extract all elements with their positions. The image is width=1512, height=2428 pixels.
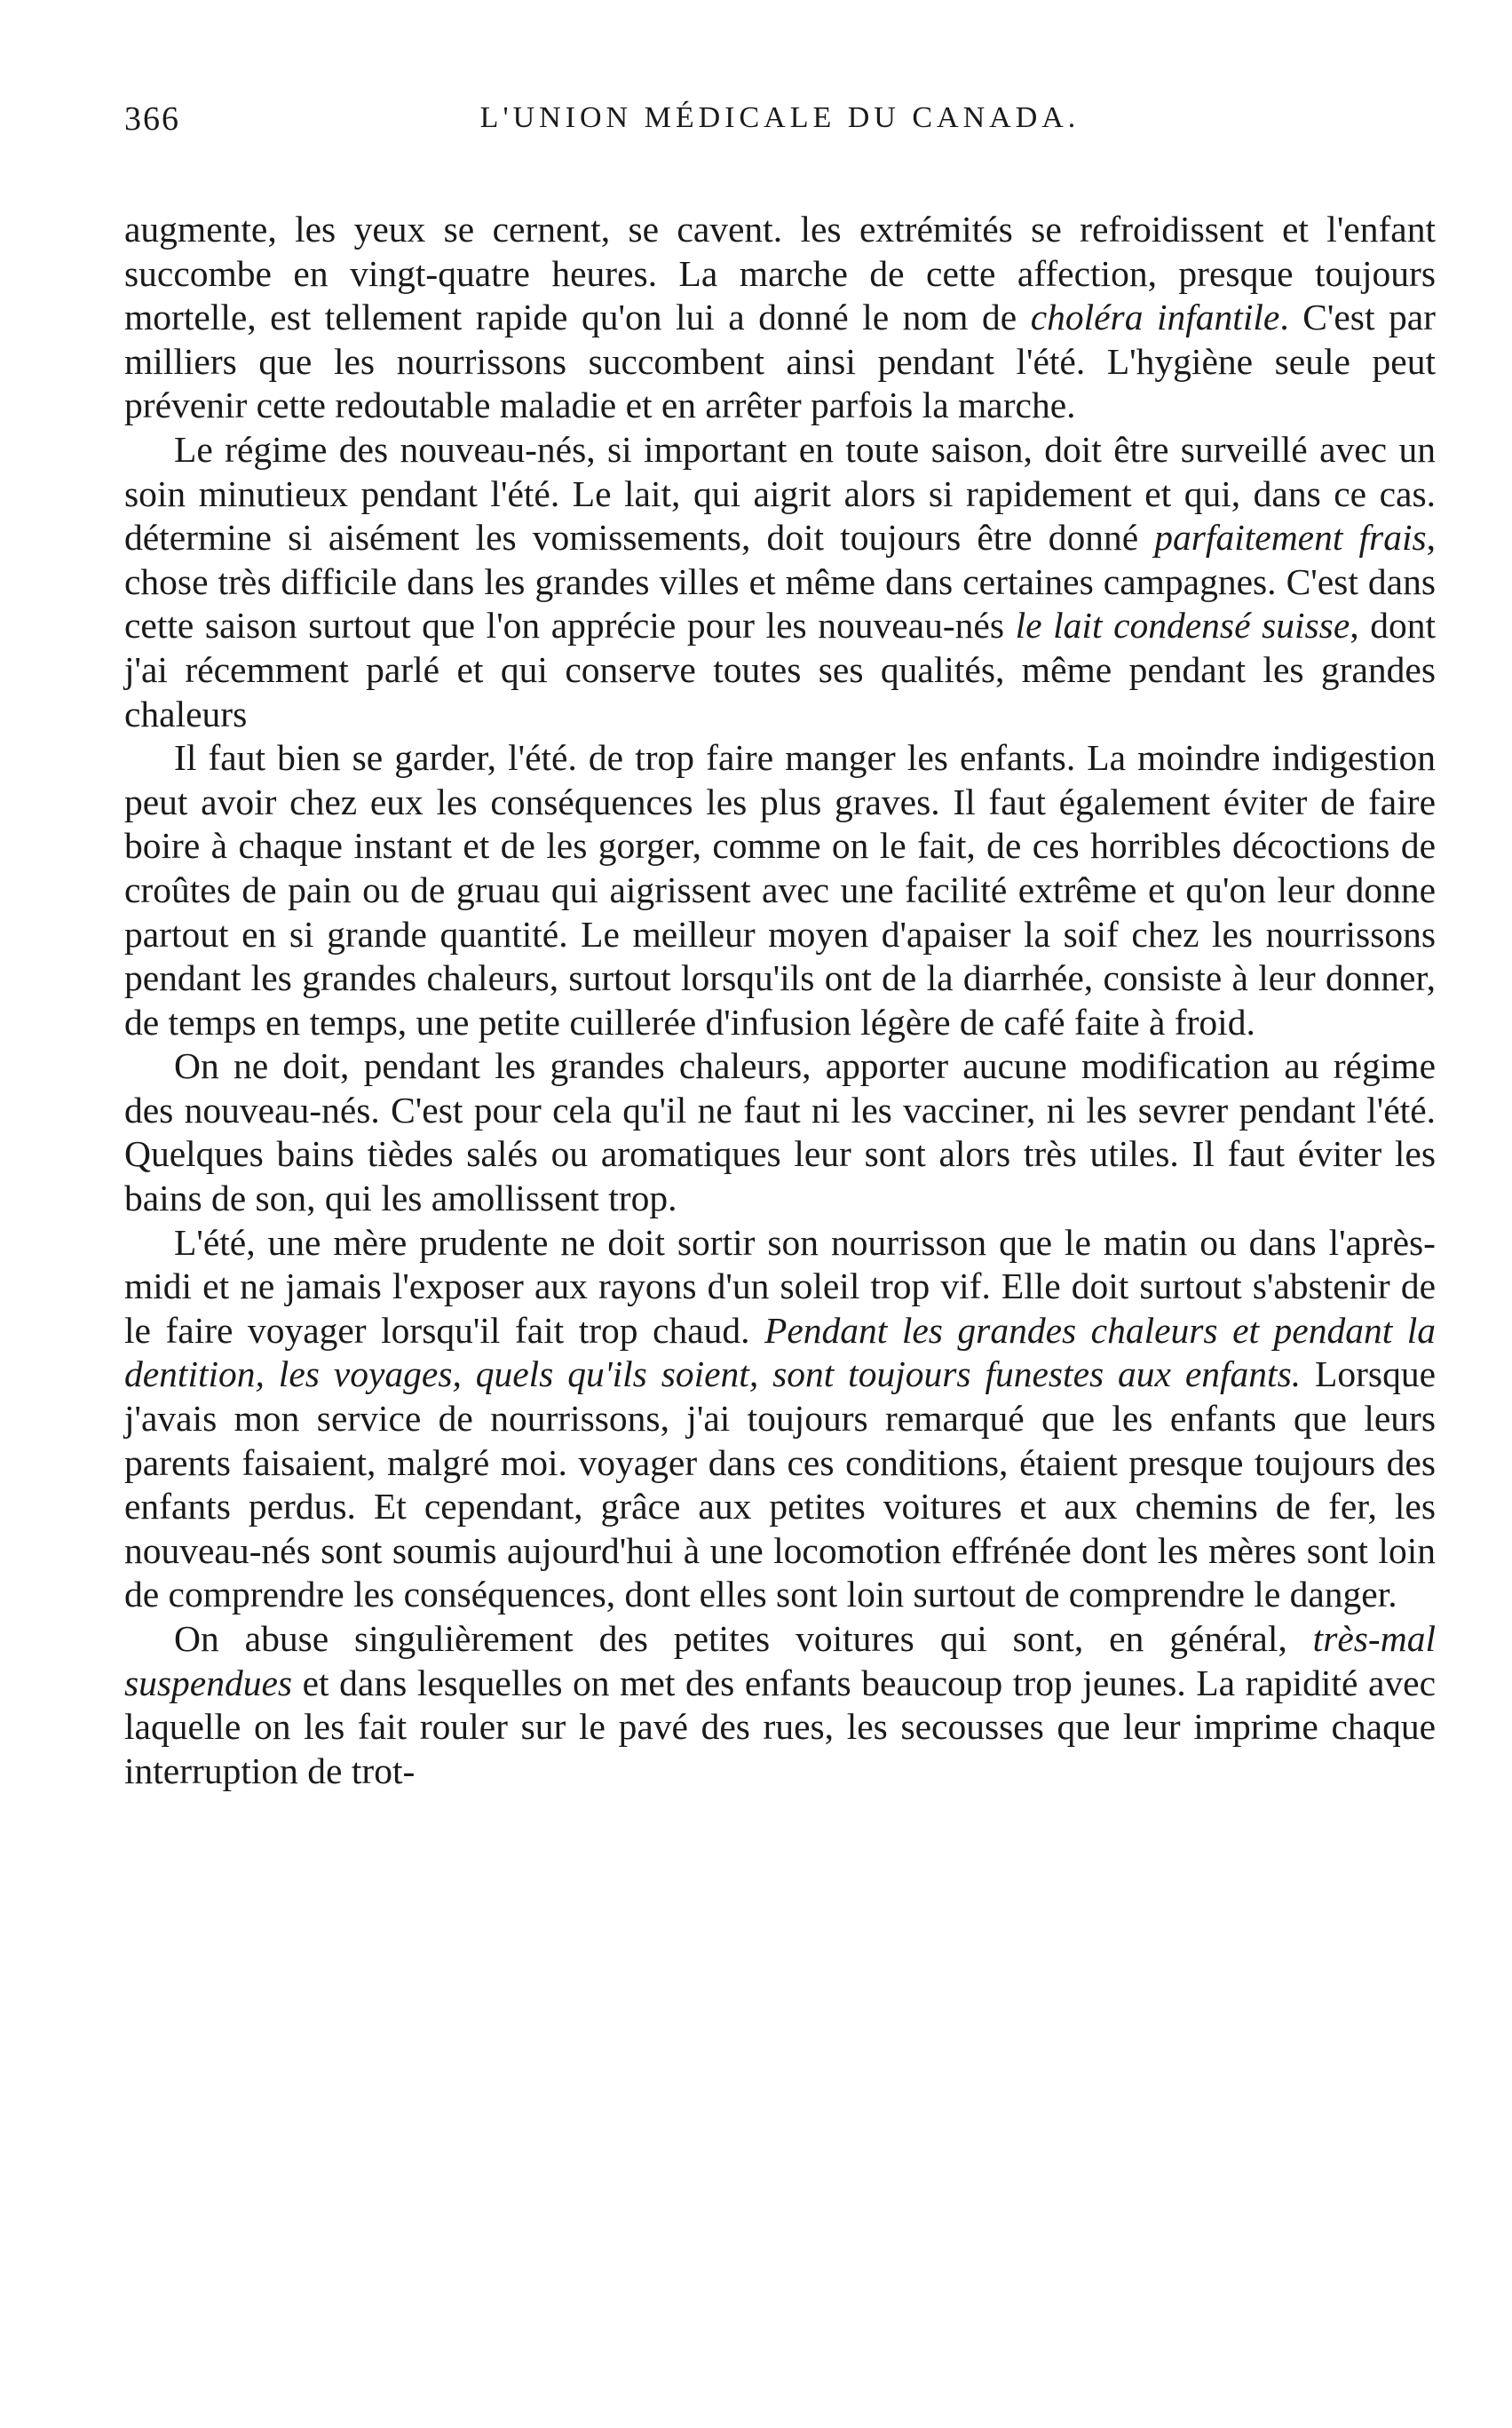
page-number: 366 bbox=[124, 100, 180, 138]
italic-phrase: le lait condensé suisse bbox=[1015, 605, 1350, 647]
text-run: et dans lesquelles on met des enfants beaucoup trop jeunes. La rapidité avec laquelle on les fait rouler sur le pavé des rues, les secousses que leur imprime chaque interruption de trot- bbox=[124, 1662, 1436, 1791]
italic-phrase: parfaitement frais bbox=[1154, 517, 1427, 559]
text-run: On abuse singulièrement des petites voitures qui sont, en général, bbox=[174, 1618, 1313, 1659]
text-run: , chose très difficile dans les grandes villes et même dans certaines campagnes. C'est dans cette saison surtout que l'on apprécie pour les nouveau-nés bbox=[124, 517, 1436, 647]
text-run: Le régime des nouveau-nés, si important en toute saison, doit être surveillé avec un soin minutieux pendant l'été. Le lait, qui aigrit alors si rapidement et qui, dans ce cas. détermine si aisément les vomissements, doit toujours être donné bbox=[124, 428, 1436, 559]
page-header bbox=[124, 99, 1436, 153]
paragraph bbox=[124, 1044, 1436, 1220]
text-run: L'été, une mère prudente ne doit sortir son nourrisson que le matin ou dans l'après-midi et ne jamais l'exposer aux rayons d'un soleil trop vif. Elle doit surtout s'abstenir de le faire voyager lorsqu'il fait trop chaud. bbox=[124, 1221, 1436, 1351]
paragraph bbox=[124, 736, 1436, 1044]
text-run: Lorsque j'avais mon service de nourrissons, j'ai toujours remarqué que les enfants que leurs parents faisaient, malgré moi. voyager dans ces conditions, étaient presque toujours des enfants perdus. Et cependant, grâce aux petites voitures et aux chemins de fer, les nouveau-nés sont soumis aujourd'hui à une locomotion effrénée dont les mères sont loin de comprendre les conséquences, dont elles sont loin surtout de comprendre le danger. bbox=[124, 1353, 1436, 1615]
text-run: , dont j'ai récemment parlé et qui conserve toutes ses qualités, même pendant les grandes chaleurs bbox=[124, 605, 1437, 734]
italic-phrase: très-mal suspendues bbox=[124, 1618, 1436, 1703]
text-run: . C'est par milliers que les nourrissons succombent ainsi pendant l'été. L'hygiène seule peut prévenir cette redoutable maladie et en arrêter parfois la marche. bbox=[124, 297, 1436, 426]
italic-phrase: Pendant les grandes chaleurs et pendant la dentition, les voyages, quels qu'ils soient, sont toujours funestes aux enfants. bbox=[124, 1309, 1436, 1395]
text-run: augmente, les yeux se cernent, se cavent. les extrémités se refroidissent et l'enfant succombe en vingt-quatre heures. La marche de cette affection, presque toujours mortelle, est tellement rapide qu'on lui a donné le nom de bbox=[124, 209, 1436, 338]
paragraph bbox=[124, 208, 1436, 428]
body-text bbox=[124, 208, 1436, 1793]
italic-phrase: choléra infantile bbox=[1030, 297, 1280, 338]
paragraph bbox=[124, 428, 1436, 736]
paragraph bbox=[124, 1617, 1436, 1793]
running-title: L'UNION MÉDICALE DU CANADA. bbox=[479, 101, 1081, 134]
text-run: On ne doit, pendant les grandes chaleurs, apporter aucune modification au régime des nouveau-nés. C'est pour cela qu'il ne faut ni les vacciner, ni les sevrer pendant l'été. Quelques bains tièdes salés ou aromatiques leur sont alors très utiles. Il faut éviter les bains de son, qui les amollissent trop. bbox=[124, 1045, 1436, 1219]
paragraph bbox=[124, 1221, 1436, 1617]
text-run: Il faut bien se garder, l'été. de trop faire manger les enfants. La moindre indigestion peut avoir chez eux les conséquences les plus graves. Il faut également éviter de faire boire à chaque instant et de les gorger, comme on le fait, de ces horribles décoctions de croûtes de pain ou de gruau qui aigrissent avec une facilité extrême et qu'on leur donne partout en si grande quantité. Le meilleur moyen d'apaiser la soif chez les nourrissons pendant les grandes chaleurs, surtout lorsqu'ils ont de la diarrhée, consiste à leur donner, de temps en temps, une petite cuillerée d'infusion légère de café faite à froid. bbox=[124, 737, 1436, 1043]
